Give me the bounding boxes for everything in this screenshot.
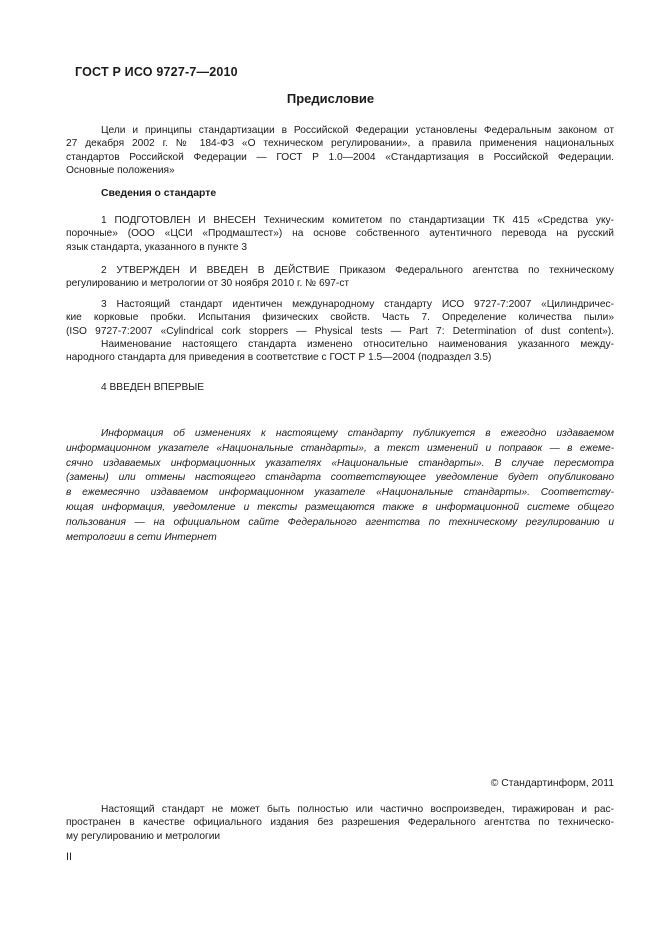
copyright-notice: © Стандартинформ, 2011 [490, 778, 614, 789]
clause-3-name-change-note: Наименование настоящего стандарта изменено относительно наименования указанного между- народного стандарта для приведения в соответствие с ГОСТ Р 1.5—2004 (подраздел 3.5) [66, 339, 614, 364]
standardization-principles-paragraph: Цели и принципы стандартизации в Российской Федерации установлены Федеральным законом от 27 декабря 2002 г. № 184-ФЗ «О техническом регулировании», а правила применения национальных стандартов Российской Федерации — ГОСТ Р 1.0—2004 «Стандартизация в Российской Федерации. Основные положения» [66, 125, 614, 177]
section-heading-standard-info: Сведения о стандарте [101, 188, 217, 199]
reproduction-restriction: Настоящий стандарт не может быть полностью или частично воспроизведен, тиражирован и рас- пространен в качестве официального издания без разрешения Федерального агентства по техническо- му регулированию и метрологии [66, 804, 614, 842]
clause-1-prepared-by: 1 ПОДГОТОВЛЕН И ВНЕСЕН Техническим комитетом по стандартизации ТК 415 «Средства уку- порочные» (ООО «ЦСИ «Продмаштест») на основе собственного аутентичного перевода на русский язык стандарта, указанного в пункте 3 [66, 215, 614, 253]
page-number: II [66, 851, 72, 863]
clause-4-first-edition: 4 ВВЕДЕН ВПЕРВЫЕ [101, 382, 205, 393]
clause-3-identical-standard: 3 Настоящий стандарт идентичен международному стандарту ИСО 9727-7:2007 «Цилиндричес- кие корковые пробки. Испытания физических свойств. Часть 7. Определение количества пыли» (ISO 9727-7:2007 «Cylindrical cork stoppers — Physical tests — Part 7: Determination of dust content»). [66, 299, 614, 337]
amendments-information-notice: Информация об изменениях к настоящему стандарту публикуется в ежегодно издаваемом информационном указателе «Национальные стандарты», а текст изменений и поправок — в ежеме- сячно издаваемых информационных указателях «Национальные стандарты». В случае пересмотра (замены) или отмены настоящего стандарта соответствующее уведомление будет опубликовано в ежемесячно издаваемом информационном указателе «Национальные стандарты». Соответству- ющая информация, уведомление и тексты размещаются также в информационной системе общего пользования — на официальном сайте Федерального агентства по техническому регулированию и метрологии в сети Интернет [66, 428, 614, 543]
page-title: Предисловие [286, 91, 375, 106]
clause-2-approved: 2 УТВЕРЖДЕН И ВВЕДЕН В ДЕЙСТВИЕ Приказом Федерального агентства по техническому регулированию и метрологии от 30 ноября 2010 г. № 697-ст [66, 265, 614, 290]
document-number: ГОСТ Р ИСО 9727-7—2010 [75, 65, 238, 79]
